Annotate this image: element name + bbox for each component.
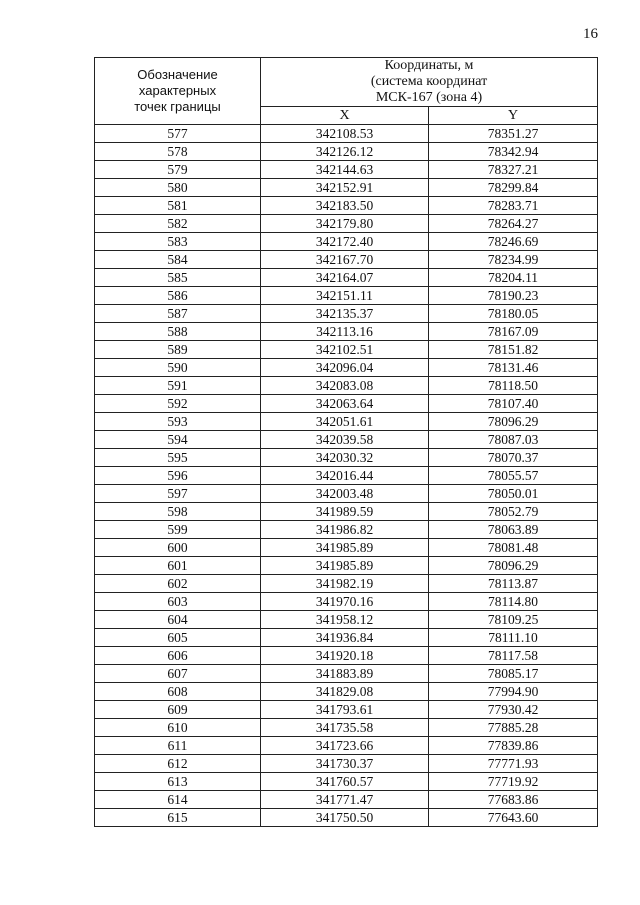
point-cell: 581 bbox=[95, 197, 261, 215]
point-cell: 592 bbox=[95, 395, 261, 413]
y-coordinate-cell: 78050.01 bbox=[429, 485, 598, 503]
point-cell: 607 bbox=[95, 665, 261, 683]
y-coordinate-cell: 77643.60 bbox=[429, 809, 598, 827]
point-cell: 582 bbox=[95, 215, 261, 233]
table-row bbox=[95, 215, 598, 233]
point-cell: 601 bbox=[95, 557, 261, 575]
x-coordinate-cell: 341970.16 bbox=[261, 593, 429, 611]
coordinates-header-line: (система координат bbox=[370, 74, 488, 89]
table-row bbox=[95, 683, 598, 701]
table-row bbox=[95, 287, 598, 305]
table-row bbox=[95, 755, 598, 773]
table-row bbox=[95, 449, 598, 467]
x-coordinate-cell: 342083.08 bbox=[261, 377, 429, 395]
point-cell: 578 bbox=[95, 143, 261, 161]
x-coordinate-cell: 342063.64 bbox=[261, 395, 429, 413]
designation-header-line: характерных bbox=[138, 83, 217, 98]
x-coordinate-cell: 342135.37 bbox=[261, 305, 429, 323]
point-cell: 587 bbox=[95, 305, 261, 323]
y-coordinate-cell: 78118.50 bbox=[429, 377, 598, 395]
x-coordinate-cell: 342051.61 bbox=[261, 413, 429, 431]
table-row bbox=[95, 629, 598, 647]
table-row bbox=[95, 323, 598, 341]
table-row bbox=[95, 467, 598, 485]
y-coordinate-cell: 78085.17 bbox=[429, 665, 598, 683]
point-cell: 585 bbox=[95, 269, 261, 287]
table-row bbox=[95, 557, 598, 575]
point-cell: 602 bbox=[95, 575, 261, 593]
point-cell: 590 bbox=[95, 359, 261, 377]
point-cell: 608 bbox=[95, 683, 261, 701]
table-row bbox=[95, 251, 598, 269]
designation-header-line: точек границы bbox=[134, 99, 221, 114]
x-coordinate-cell: 341735.58 bbox=[261, 719, 429, 737]
table-row bbox=[95, 503, 598, 521]
x-coordinate-cell: 342113.16 bbox=[261, 323, 429, 341]
y-coordinate-cell: 78055.57 bbox=[429, 467, 598, 485]
point-cell: 615 bbox=[95, 809, 261, 827]
y-coordinate-cell: 78109.25 bbox=[429, 611, 598, 629]
coordinates-header-line: Координаты, м bbox=[384, 58, 474, 73]
x-coordinate-cell: 342152.91 bbox=[261, 179, 429, 197]
point-cell: 604 bbox=[95, 611, 261, 629]
x-coordinate-cell: 342102.51 bbox=[261, 341, 429, 359]
point-cell: 596 bbox=[95, 467, 261, 485]
y-coordinate-cell: 78114.80 bbox=[429, 593, 598, 611]
y-coordinate-cell: 78096.29 bbox=[429, 557, 598, 575]
point-cell: 591 bbox=[95, 377, 261, 395]
y-coordinate-cell: 78111.10 bbox=[429, 629, 598, 647]
y-coordinate-cell: 77719.92 bbox=[429, 773, 598, 791]
point-cell: 598 bbox=[95, 503, 261, 521]
y-coordinate-cell: 78081.48 bbox=[429, 539, 598, 557]
point-cell: 606 bbox=[95, 647, 261, 665]
y-coordinate-cell: 78052.79 bbox=[429, 503, 598, 521]
x-coordinate-cell: 341793.61 bbox=[261, 701, 429, 719]
point-cell: 589 bbox=[95, 341, 261, 359]
page-number: 16 bbox=[583, 26, 598, 42]
y-coordinate-cell: 78234.99 bbox=[429, 251, 598, 269]
coordinates-table bbox=[94, 57, 598, 827]
point-cell: 584 bbox=[95, 251, 261, 269]
y-coordinate-cell: 77930.42 bbox=[429, 701, 598, 719]
point-cell: 599 bbox=[95, 521, 261, 539]
table-row bbox=[95, 305, 598, 323]
point-cell: 605 bbox=[95, 629, 261, 647]
table-row bbox=[95, 377, 598, 395]
point-cell: 610 bbox=[95, 719, 261, 737]
point-cell: 586 bbox=[95, 287, 261, 305]
point-cell: 609 bbox=[95, 701, 261, 719]
y-coordinate-cell: 78264.27 bbox=[429, 215, 598, 233]
point-cell: 600 bbox=[95, 539, 261, 557]
point-cell: 613 bbox=[95, 773, 261, 791]
point-cell: 597 bbox=[95, 485, 261, 503]
x-coordinate-cell: 342144.63 bbox=[261, 161, 429, 179]
y-coordinate-cell: 78204.11 bbox=[429, 269, 598, 287]
table-row bbox=[95, 161, 598, 179]
point-cell: 612 bbox=[95, 755, 261, 773]
y-coordinate-cell: 78087.03 bbox=[429, 431, 598, 449]
point-cell: 611 bbox=[95, 737, 261, 755]
y-column-header: Y bbox=[429, 107, 598, 125]
y-coordinate-cell: 78070.37 bbox=[429, 449, 598, 467]
x-coordinate-cell: 341920.18 bbox=[261, 647, 429, 665]
y-coordinate-cell: 78117.58 bbox=[429, 647, 598, 665]
x-coordinate-cell: 341883.89 bbox=[261, 665, 429, 683]
table-row bbox=[95, 809, 598, 827]
table-row bbox=[95, 719, 598, 737]
x-coordinate-cell: 341771.47 bbox=[261, 791, 429, 809]
x-coordinate-cell: 341936.84 bbox=[261, 629, 429, 647]
table-row bbox=[95, 575, 598, 593]
table-row bbox=[95, 485, 598, 503]
point-cell: 595 bbox=[95, 449, 261, 467]
y-coordinate-cell: 77839.86 bbox=[429, 737, 598, 755]
table-row bbox=[95, 647, 598, 665]
x-coordinate-cell: 342126.12 bbox=[261, 143, 429, 161]
designation-header bbox=[95, 58, 261, 125]
y-coordinate-cell: 77683.86 bbox=[429, 791, 598, 809]
x-coordinate-cell: 342039.58 bbox=[261, 431, 429, 449]
y-coordinate-cell: 77994.90 bbox=[429, 683, 598, 701]
point-cell: 579 bbox=[95, 161, 261, 179]
y-coordinate-cell: 78327.21 bbox=[429, 161, 598, 179]
x-coordinate-cell: 341986.82 bbox=[261, 521, 429, 539]
point-cell: 583 bbox=[95, 233, 261, 251]
x-coordinate-cell: 342030.32 bbox=[261, 449, 429, 467]
x-coordinate-cell: 342003.48 bbox=[261, 485, 429, 503]
x-coordinate-cell: 341829.08 bbox=[261, 683, 429, 701]
y-coordinate-cell: 78299.84 bbox=[429, 179, 598, 197]
table-row bbox=[95, 233, 598, 251]
table-row bbox=[95, 341, 598, 359]
table-header bbox=[95, 58, 598, 125]
x-coordinate-cell: 341958.12 bbox=[261, 611, 429, 629]
x-coordinate-cell: 342108.53 bbox=[261, 125, 429, 143]
table-row bbox=[95, 593, 598, 611]
table-row bbox=[95, 125, 598, 143]
table-row bbox=[95, 431, 598, 449]
table-row bbox=[95, 791, 598, 809]
x-coordinate-cell: 342164.07 bbox=[261, 269, 429, 287]
table-row bbox=[95, 539, 598, 557]
x-coordinate-cell: 341985.89 bbox=[261, 539, 429, 557]
y-coordinate-cell: 78131.46 bbox=[429, 359, 598, 377]
y-coordinate-cell: 77885.28 bbox=[429, 719, 598, 737]
table-row bbox=[95, 197, 598, 215]
table-row bbox=[95, 773, 598, 791]
x-coordinate-cell: 342179.80 bbox=[261, 215, 429, 233]
y-coordinate-cell: 78246.69 bbox=[429, 233, 598, 251]
designation-header-line: Обозначение bbox=[137, 67, 218, 82]
table-body bbox=[95, 125, 598, 827]
x-coordinate-cell: 341723.66 bbox=[261, 737, 429, 755]
y-coordinate-cell: 78096.29 bbox=[429, 413, 598, 431]
y-coordinate-cell: 78351.27 bbox=[429, 125, 598, 143]
y-coordinate-cell: 78167.09 bbox=[429, 323, 598, 341]
point-cell: 593 bbox=[95, 413, 261, 431]
y-coordinate-cell: 77771.93 bbox=[429, 755, 598, 773]
table-row bbox=[95, 665, 598, 683]
x-coordinate-cell: 342183.50 bbox=[261, 197, 429, 215]
x-coordinate-cell: 342151.11 bbox=[261, 287, 429, 305]
x-coordinate-cell: 341985.89 bbox=[261, 557, 429, 575]
y-coordinate-cell: 78342.94 bbox=[429, 143, 598, 161]
y-coordinate-cell: 78283.71 bbox=[429, 197, 598, 215]
x-coordinate-cell: 342016.44 bbox=[261, 467, 429, 485]
table-row bbox=[95, 737, 598, 755]
x-coordinate-cell: 341750.50 bbox=[261, 809, 429, 827]
table-row bbox=[95, 359, 598, 377]
coordinates-header bbox=[261, 58, 598, 107]
y-coordinate-cell: 78107.40 bbox=[429, 395, 598, 413]
y-coordinate-cell: 78190.23 bbox=[429, 287, 598, 305]
point-cell: 594 bbox=[95, 431, 261, 449]
y-coordinate-cell: 78151.82 bbox=[429, 341, 598, 359]
table-row bbox=[95, 143, 598, 161]
point-cell: 588 bbox=[95, 323, 261, 341]
point-cell: 580 bbox=[95, 179, 261, 197]
table-row bbox=[95, 395, 598, 413]
table-row bbox=[95, 269, 598, 287]
coordinates-header-line: МСК-167 (зона 4) bbox=[375, 90, 483, 105]
table-row bbox=[95, 413, 598, 431]
x-coordinate-cell: 342167.70 bbox=[261, 251, 429, 269]
x-coordinate-cell: 342096.04 bbox=[261, 359, 429, 377]
x-coordinate-cell: 341982.19 bbox=[261, 575, 429, 593]
y-coordinate-cell: 78113.87 bbox=[429, 575, 598, 593]
y-coordinate-cell: 78180.05 bbox=[429, 305, 598, 323]
x-column-header: X bbox=[261, 107, 429, 125]
table-row bbox=[95, 701, 598, 719]
x-coordinate-cell: 342172.40 bbox=[261, 233, 429, 251]
x-coordinate-cell: 341989.59 bbox=[261, 503, 429, 521]
point-cell: 577 bbox=[95, 125, 261, 143]
point-cell: 614 bbox=[95, 791, 261, 809]
point-cell: 603 bbox=[95, 593, 261, 611]
table-row bbox=[95, 521, 598, 539]
x-coordinate-cell: 341730.37 bbox=[261, 755, 429, 773]
table-row bbox=[95, 179, 598, 197]
y-coordinate-cell: 78063.89 bbox=[429, 521, 598, 539]
table-row bbox=[95, 611, 598, 629]
x-coordinate-cell: 341760.57 bbox=[261, 773, 429, 791]
